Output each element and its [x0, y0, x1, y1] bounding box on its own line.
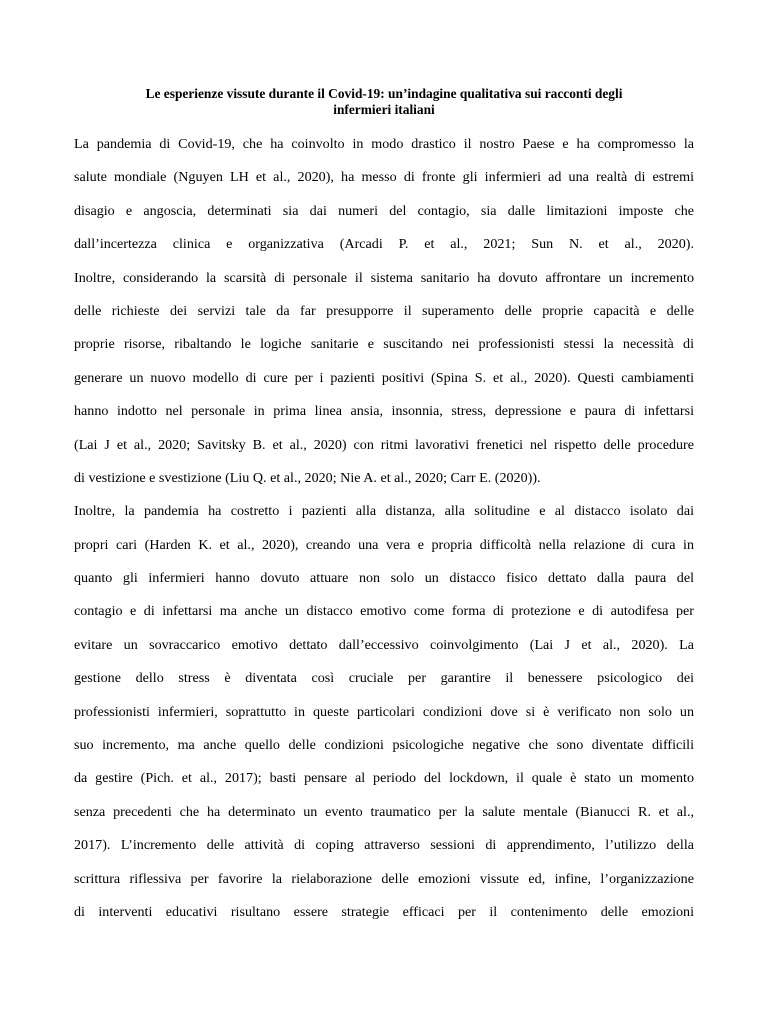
document-title-line-1: Le esperienze vissute durante il Covid-19: un’indagine qualitativa sui racconti degli: [145, 86, 623, 101]
document-body: [74, 128, 694, 929]
text-line: propri cari (Harden K. et al., 2020), creando una vera e propria difficoltà nella relazione di cura in: [74, 536, 694, 553]
text-line: da gestire (Pich. et al., 2017); basti pensare al periodo del lockdown, il quale è stato un momento: [74, 770, 694, 787]
document-title: [90, 86, 678, 118]
text-line: generare un nuovo modello di cure per i pazienti positivi (Spina S. et al., 2020). Questi cambiamenti: [74, 369, 694, 386]
text-line: 2017). L’incremento delle attività di coping attraverso sessioni di apprendimento, l’utilizzo della: [74, 837, 694, 854]
text-line: salute mondiale (Nguyen LH et al., 2020), ha messo di fronte gli infermieri ad una realtà di estremi: [74, 169, 694, 186]
text-line: professionisti infermieri, soprattutto in queste particolari condizioni dove si è verificato non solo un: [74, 703, 694, 720]
text-line: senza precedenti che ha determinato un evento traumatico per la salute mentale (Bianucci R. et al.,: [74, 803, 694, 820]
text-line: Inoltre, la pandemia ha costretto i pazienti alla distanza, alla solitudine e al distacco isolato dai: [74, 503, 694, 520]
text-line: evitare un sovraccarico emotivo dettato dall’eccessivo coinvolgimento (Lai J et al., 2020). La: [74, 636, 694, 653]
document-title-line-2: infermieri italiani: [333, 102, 435, 117]
text-line: contagio e di infettarsi ma anche un distacco emotivo come forma di protezione e di autodifesa per: [74, 603, 694, 620]
text-line: suo incremento, ma anche quello delle condizioni psicologiche negative che sono diventate difficili: [74, 737, 694, 754]
text-line: gestione dello stress è diventata così cruciale per garantire il benessere psicologico dei: [74, 670, 694, 687]
text-line: disagio e angoscia, determinati sia dai numeri del contagio, sia dalle limitazioni imposte che: [74, 202, 694, 219]
text-line: proprie risorse, ribaltando le logiche sanitarie e suscitando nei professionisti stessi la necessità di: [74, 336, 694, 353]
paragraph-2: [74, 495, 694, 929]
text-line: Inoltre, considerando la scarsità di personale il sistema sanitario ha dovuto affrontare un incremento: [74, 269, 694, 286]
text-line: di interventi educativi risultano essere strategie efficaci per il contenimento delle emozioni: [74, 903, 694, 920]
text-line: dall’incertezza clinica e organizzativa (Arcadi P. et al., 2021; Sun N. et al., 2020).: [74, 236, 694, 253]
text-line: delle richieste dei servizi tale da far presupporre il superamento delle proprie capacità e delle: [74, 302, 694, 319]
text-line: quanto gli infermieri hanno dovuto attuare non solo un distacco fisico dettato dalla paura del: [74, 570, 694, 587]
text-line: di vestizione e svestizione (Liu Q. et al., 2020; Nie A. et al., 2020; Carr E. (2020)).: [74, 469, 541, 486]
text-line: (Lai J et al., 2020; Savitsky B. et al., 2020) con ritmi lavorativi frenetici nel rispetto delle procedure: [74, 436, 694, 453]
text-line: scrittura riflessiva per favorire la rielaborazione delle emozioni vissute ed, infine, l’organizzazione: [74, 870, 694, 887]
text-line: La pandemia di Covid-19, che ha coinvolto in modo drastico il nostro Paese e ha compromesso la: [74, 136, 694, 152]
text-line: hanno indotto nel personale in prima linea ansia, insonnia, stress, depressione e paura di infettarsi: [74, 403, 694, 420]
paragraph-1: [74, 128, 694, 495]
